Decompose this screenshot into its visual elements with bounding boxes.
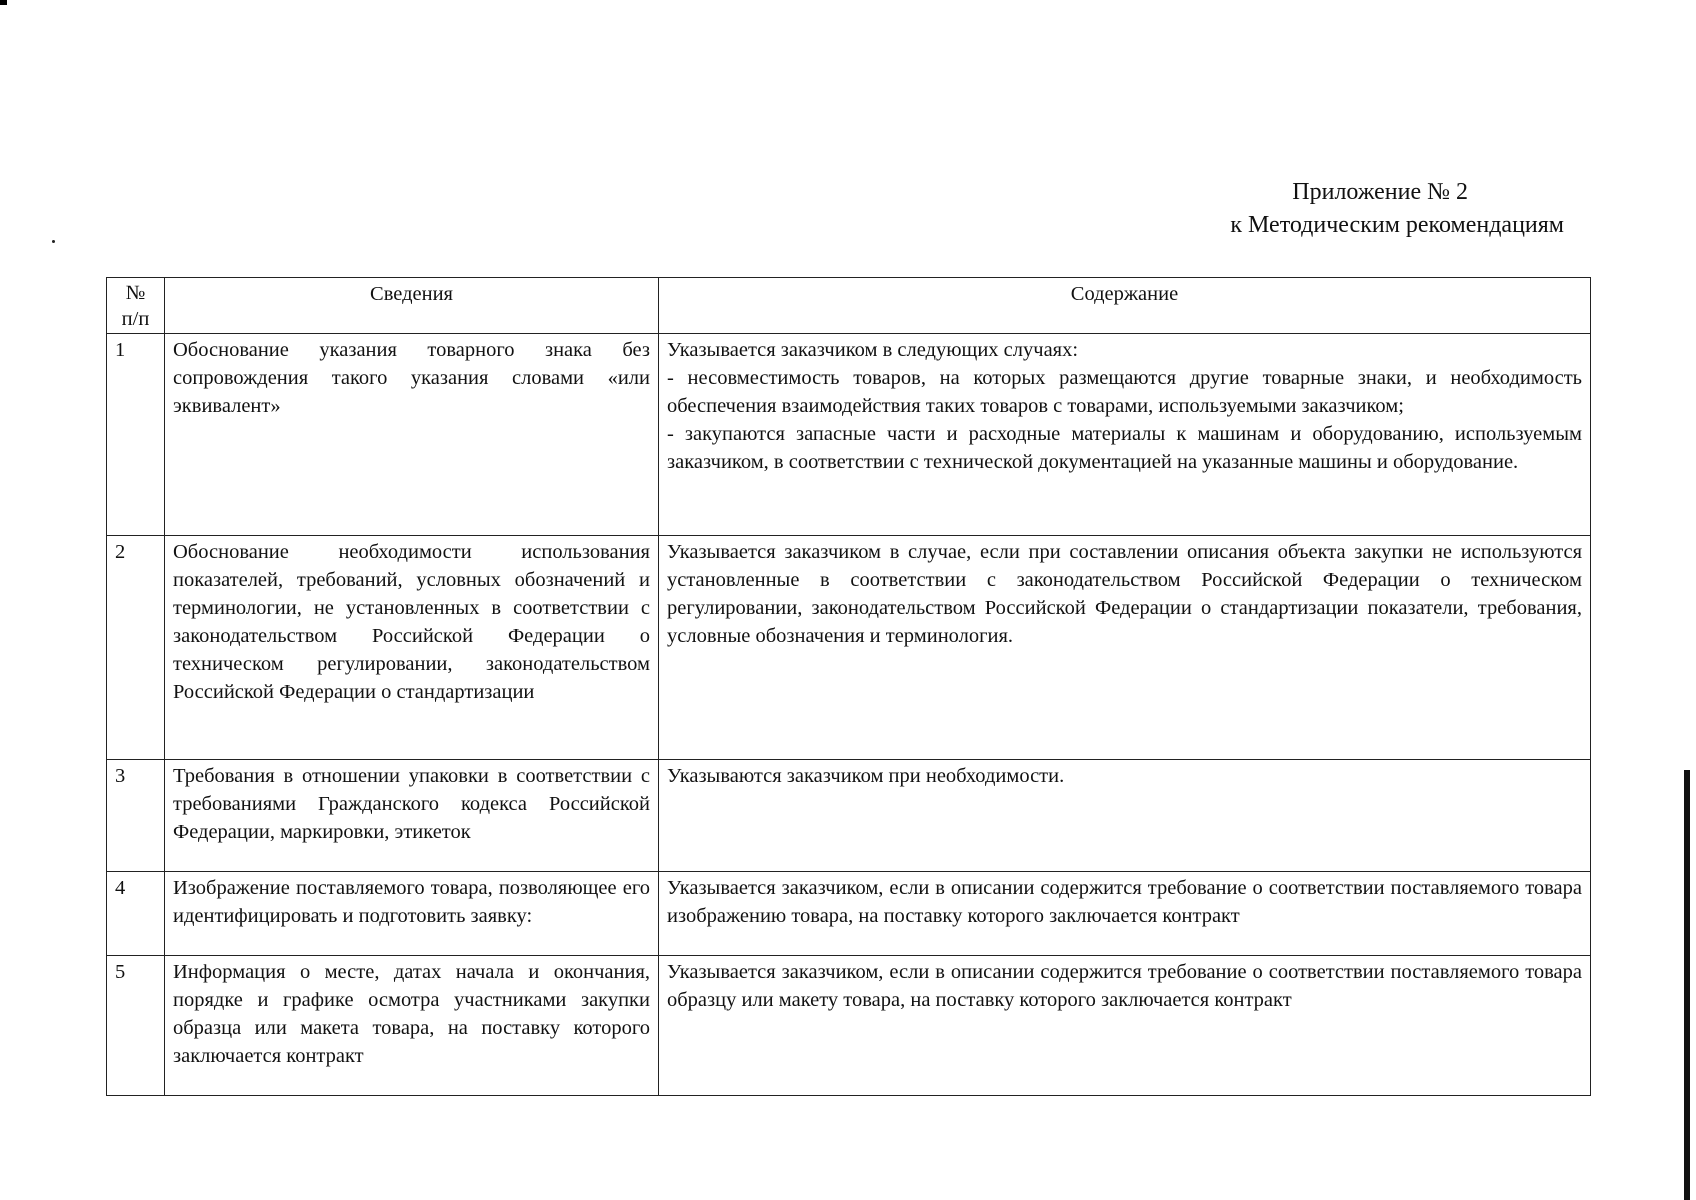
row-content (659, 334, 1591, 536)
row-info: Обоснование указания товарного знака без сопровождения такого указания словами «или эквивалент» (165, 334, 659, 536)
header-number (107, 278, 165, 334)
table-row (107, 956, 1591, 1096)
scan-corner-mark (0, 0, 7, 5)
scan-dot (52, 240, 55, 243)
content-paragraph: Указывается заказчиком, если в описании содержится требование о соответствии поставляемого товара изображению товара, на поставку которого заключается контракт (667, 877, 1582, 927)
row-content (659, 760, 1591, 872)
scan-edge-shadow (1684, 770, 1690, 1200)
content-paragraph: Указывается заказчиком, если в описании содержится требование о соответствии поставляемого товара образцу или макету товара, на поставку которого заключается контракт (667, 961, 1582, 1011)
table-row (107, 872, 1591, 956)
header-content: Содержание (659, 278, 1591, 334)
row-content (659, 956, 1591, 1096)
row-info: Изображение поставляемого товара, позволяющее его идентифицировать и подготовить заявку: (165, 872, 659, 956)
content-paragraph: - закупаются запасные части и расходные материалы к машинам и оборудованию, используемым заказчиком, в соответствии с технической документацией на указанные машины и оборудование. (667, 423, 1582, 473)
row-content (659, 536, 1591, 760)
table-row (107, 334, 1591, 536)
row-content (659, 872, 1591, 956)
content-paragraph: - несовместимость товаров, на которых размещаются другие товарные знаки, и необходимость обеспечения взаимодействия таких товаров с товарами, используемыми заказчиком; (667, 367, 1582, 417)
row-info: Информация о месте, датах начала и окончания, порядке и графике осмотра участниками закупки образца или макета товара, на поставку которого заключается контракт (165, 956, 659, 1096)
content-paragraph: Указывается заказчиком в случае, если при составлении описания объекта закупки не используются установленные в соответствии с законодательством Российской Федерации о техническом регулировании, законодательством Российской Федерации о стандартизации показатели, требования, условные обозначения и терминология. (667, 541, 1582, 647)
header-info: Сведения (165, 278, 659, 334)
row-number: 3 (107, 760, 165, 872)
appendix-heading (1230, 176, 1564, 242)
row-number: 5 (107, 956, 165, 1096)
appendix-number: Приложение № 2 (1292, 179, 1468, 205)
row-number: 2 (107, 536, 165, 760)
table-header-row (107, 278, 1591, 334)
requirements-table (106, 277, 1591, 1096)
header-number-abbrev: п/п (121, 308, 150, 330)
table-row (107, 536, 1591, 760)
row-info: Обоснование необходимости использования показателей, требований, условных обозначений и терминологии, не установленных в соответствии с законодательством Российской Федерации о техническом регулировании, законодательством Российской Федерации о стандартизации (165, 536, 659, 760)
row-info: Требования в отношении упаковки в соответствии с требованиями Гражданского кодекса Российской Федерации, маркировки, этикеток (165, 760, 659, 872)
content-paragraph: Указываются заказчиком при необходимости. (667, 765, 1065, 787)
row-number: 4 (107, 872, 165, 956)
content-paragraph: Указывается заказчиком в следующих случаях: (667, 339, 1079, 361)
header-number-sign: № (125, 282, 146, 304)
table-row (107, 760, 1591, 872)
appendix-reference: к Методическим рекомендациям (1230, 212, 1564, 238)
row-number: 1 (107, 334, 165, 536)
